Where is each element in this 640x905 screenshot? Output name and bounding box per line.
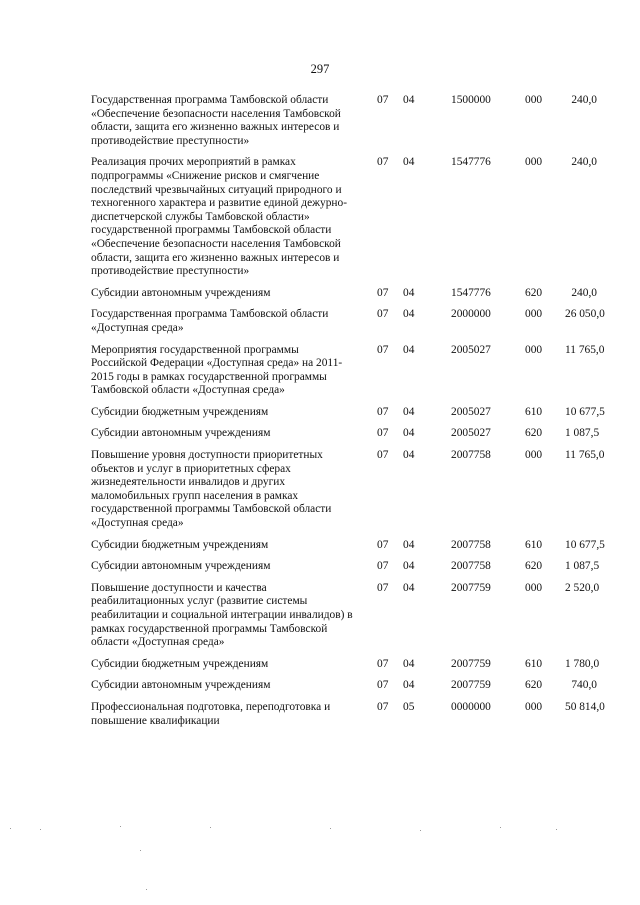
row-expense-type-code: 000 — [525, 700, 543, 713]
row-amount: 50 814,0 — [565, 700, 605, 713]
row-target-article-code: 2005027 — [451, 427, 491, 440]
row-expense-type-code: 000 — [525, 449, 543, 462]
row-section-code: 07 — [377, 538, 389, 551]
row-target-article-code: 2005027 — [451, 405, 491, 418]
row-subsection-code: 04 — [403, 449, 415, 462]
row-section-code: 07 — [377, 308, 389, 321]
row-target-article-code: 2005027 — [451, 343, 491, 356]
scan-speck — [420, 830, 421, 831]
row-amount: 1 087,5 — [565, 560, 600, 573]
row-amount: 26 050,0 — [565, 308, 605, 321]
row-name: Субсидии бюджетным учреждениям — [91, 405, 269, 418]
row-section-code: 07 — [377, 405, 389, 418]
row-target-article-code: 1547776 — [451, 156, 491, 169]
row-subsection-code: 04 — [403, 94, 415, 106]
row-subsection-code: 04 — [403, 657, 415, 670]
row-amount: 10 677,5 — [565, 538, 605, 551]
row-section-code: 07 — [377, 343, 389, 356]
row-name: Субсидии автономным учреждениям — [91, 286, 271, 299]
row-subsection-code: 04 — [403, 581, 415, 594]
row-target-article-code: 2007758 — [451, 538, 491, 551]
row-target-article-code: 2007759 — [451, 679, 491, 692]
row-expense-type-code: 000 — [525, 581, 543, 594]
scan-speck — [120, 826, 121, 827]
row-amount: 2 520,0 — [565, 581, 600, 594]
row-name: Субсидии бюджетным учреждениям — [91, 538, 269, 551]
row-section-code: 07 — [377, 700, 389, 713]
row-subsection-code: 04 — [403, 156, 415, 169]
row-amount: 240,0 — [571, 286, 597, 299]
row-name: Государственная программа Тамбовской области «Доступная среда» — [91, 308, 329, 334]
row-target-article-code: 2007758 — [451, 449, 491, 462]
row-name: Государственная программа Тамбовской области «Обеспечение безопасности населения Тамбовской области, защита его жизненно важных интересов и противодействие преступности» — [91, 94, 341, 147]
row-amount: 240,0 — [571, 156, 597, 169]
row-name: Повышение доступности и качества реабилитационных услуг (развитие системы реабилитации и социальной интеграции инвалидов) в рамках государственной программы Тамбовской области «Доступная среда» — [91, 581, 353, 649]
row-section-code: 07 — [377, 94, 389, 106]
row-amount: 11 765,0 — [565, 343, 605, 356]
row-name: Субсидии автономным учреждениям — [91, 427, 271, 440]
row-expense-type-code: 000 — [525, 156, 543, 169]
row-name: Мероприятия государственной программы Российской Федерации «Доступная среда» на 2011-2015 годы в рамках государственной программы Тамбовской области «Доступная среда» — [91, 343, 343, 397]
scan-speck — [40, 829, 41, 830]
row-expense-type-code: 610 — [525, 405, 543, 418]
row-expense-type-code: 000 — [525, 343, 543, 356]
row-section-code: 07 — [377, 286, 389, 299]
row-subsection-code: 04 — [403, 560, 415, 573]
row-expense-type-code: 620 — [525, 679, 543, 692]
row-name: Субсидии автономным учреждениям — [91, 679, 271, 692]
row-name: Реализация прочих мероприятий в рамках подпрограммы «Снижение рисков и смягчение последствий чрезвычайных ситуаций природного и техногенного характера и развитие единой дежурно-диспетчерской службы Тамбовской области» государственной программы Тамбовской области «Обеспечение безопасности населения Тамбовской области, защита его жизненно важных интересов и противодействие преступности» — [91, 156, 348, 278]
row-subsection-code: 05 — [403, 700, 415, 713]
row-section-code: 07 — [377, 427, 389, 440]
row-subsection-code: 04 — [403, 538, 415, 551]
row-expense-type-code: 000 — [525, 308, 543, 321]
row-target-article-code: 1500000 — [451, 94, 491, 106]
row-section-code: 07 — [377, 560, 389, 573]
row-name: Субсидии бюджетным учреждениям — [91, 657, 269, 670]
row-name: Субсидии автономным учреждениям — [91, 560, 271, 573]
scan-speck — [330, 828, 331, 829]
row-name: Повышение уровня доступности приоритетных объектов и услуг в приоритетных сферах жизнедеятельности инвалидов и других маломобильных групп населения в рамках государственной программы Тамбовской области «Доступная среда» — [91, 449, 332, 530]
row-section-code: 07 — [377, 156, 389, 169]
row-target-article-code: 2000000 — [451, 308, 491, 321]
row-subsection-code: 04 — [403, 427, 415, 440]
row-subsection-code: 04 — [403, 286, 415, 299]
row-target-article-code: 2007759 — [451, 581, 491, 594]
row-section-code: 07 — [377, 657, 389, 670]
scan-speck — [556, 829, 557, 830]
row-expense-type-code: 620 — [525, 286, 543, 299]
row-target-article-code: 2007758 — [451, 560, 491, 573]
row-amount: 1 087,5 — [565, 427, 600, 440]
scan-speck — [146, 889, 147, 890]
row-amount: 740,0 — [571, 679, 597, 692]
row-expense-type-code: 620 — [525, 427, 543, 440]
row-amount: 11 765,0 — [565, 449, 605, 462]
page-number: 297 — [310, 62, 330, 76]
row-subsection-code: 04 — [403, 679, 415, 692]
row-target-article-code: 0000000 — [451, 700, 491, 713]
scan-speck — [210, 827, 211, 828]
row-subsection-code: 04 — [403, 405, 415, 418]
row-amount: 1 780,0 — [565, 657, 600, 670]
row-amount: 10 677,5 — [565, 405, 605, 418]
row-section-code: 07 — [377, 449, 389, 462]
row-section-code: 07 — [377, 679, 389, 692]
row-subsection-code: 04 — [403, 308, 415, 321]
row-subsection-code: 04 — [403, 343, 415, 356]
row-target-article-code: 2007759 — [451, 657, 491, 670]
row-expense-type-code: 610 — [525, 657, 543, 670]
row-expense-type-code: 000 — [525, 94, 543, 106]
scan-speck — [10, 828, 11, 829]
scan-speck — [500, 827, 501, 828]
row-name: Профессиональная подготовка, переподготовка и повышение квалификации — [91, 700, 331, 727]
row-amount: 240,0 — [571, 94, 597, 106]
row-expense-type-code: 610 — [525, 538, 543, 551]
row-expense-type-code: 620 — [525, 560, 543, 573]
scan-speck — [140, 850, 141, 851]
row-section-code: 07 — [377, 581, 389, 594]
row-target-article-code: 1547776 — [451, 286, 491, 299]
